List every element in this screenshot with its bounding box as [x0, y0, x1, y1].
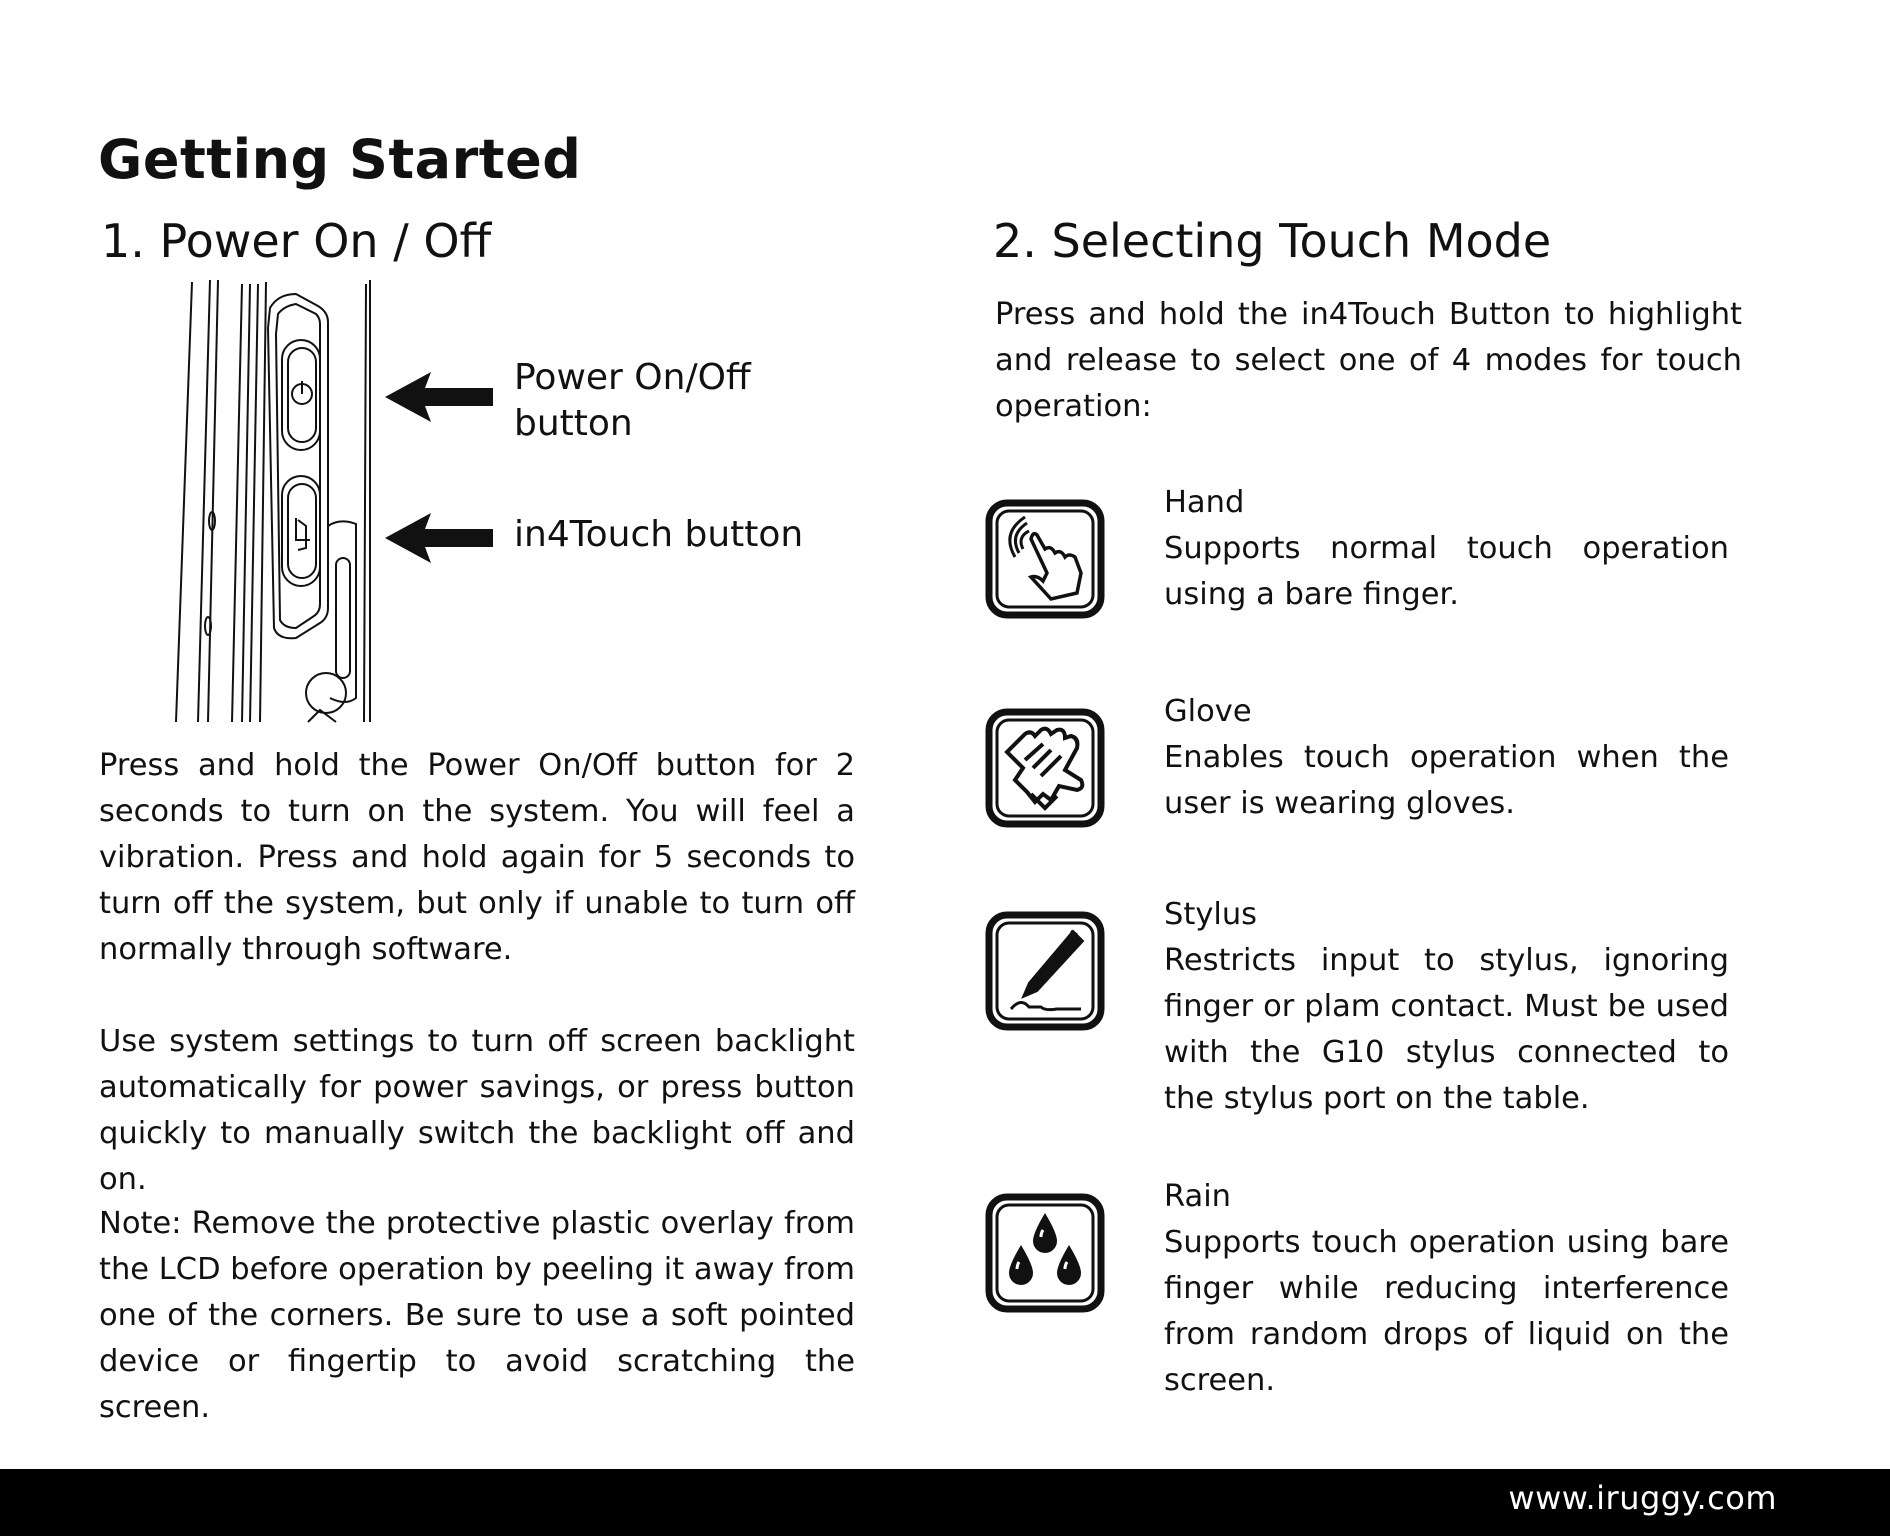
- mode-description: Restricts input to stylus, ignoring finger or plam contact. Must be used with the G10 stylus connected to the stylus port on the table.: [1164, 943, 1729, 1116]
- mode-name: Stylus: [1164, 897, 1258, 932]
- backlight-paragraph: Use system settings to turn off screen backlight automatically for power savings, or press button quickly to manually switch the backlight off and on.: [99, 1024, 855, 1197]
- page-title: Getting Started: [98, 128, 582, 191]
- device-side-illustration: [170, 278, 500, 723]
- mode-description: Supports normal touch operation using a bare finger.: [1164, 531, 1729, 612]
- section-heading-power: 1. Power On / Off: [101, 214, 492, 268]
- power-instructions-paragraph: Press and hold the Power On/Off button for 2 seconds to turn on the system. You will feel a vibration. Press and hold again for 5 seconds to turn off the system, but only if unable to turn off normally through software.: [99, 748, 855, 967]
- mode-name: Hand: [1164, 485, 1245, 520]
- mode-name: Rain: [1164, 1179, 1232, 1214]
- glove-icon: [985, 708, 1105, 828]
- arrow-to-power-button-icon: [385, 372, 495, 422]
- hand-icon: [985, 499, 1105, 619]
- power-button-label: Power On/Off button: [514, 357, 751, 444]
- stylus-icon: [985, 911, 1105, 1031]
- mode-description: Supports touch operation using bare finger while reducing interference from random drops of liquid on the screen.: [1164, 1225, 1729, 1398]
- note-paragraph: Note: Remove the protective plastic overlay from the LCD before operation by peeling it away from one of the corners. Be sure to use a soft pointed device or fingertip to avoid scratching the screen.: [99, 1206, 855, 1425]
- mode-description: Enables touch operation when the user is wearing gloves.: [1164, 740, 1729, 821]
- touch-mode-intro: Press and hold the in4Touch Button to highlight and release to select one of 4 modes for touch operation:: [995, 297, 1742, 424]
- mode-name: Glove: [1164, 694, 1252, 729]
- arrow-to-in4touch-button-icon: [385, 513, 495, 563]
- in4touch-button-label: in4Touch button: [514, 514, 804, 555]
- section-heading-touch-mode: 2. Selecting Touch Mode: [993, 214, 1552, 268]
- footer-bar: [0, 1469, 1890, 1536]
- footer-website-link[interactable]: www.iruggy.com: [1508, 1479, 1777, 1517]
- rain-icon: [985, 1193, 1105, 1313]
